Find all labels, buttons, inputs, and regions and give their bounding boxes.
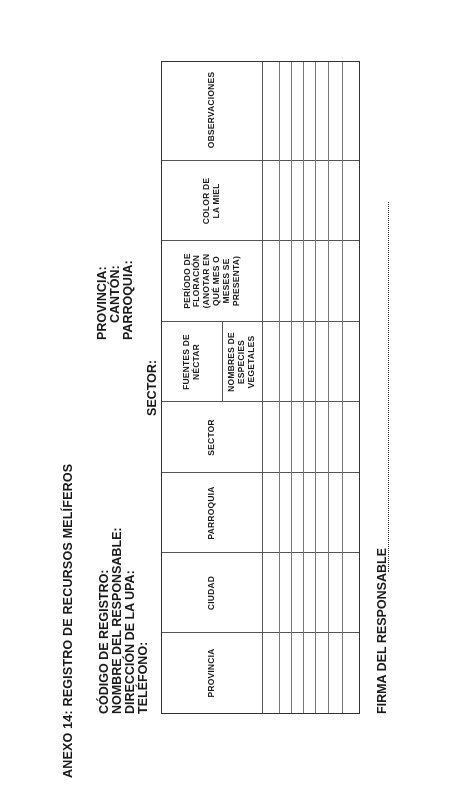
- col-header-fuentes-nectar: FUENTES DE NÉCTAR: [181, 334, 201, 390]
- field-canton: CANTÓN:: [108, 265, 122, 323]
- field-codigo-registro: CÓDIGO DE REGISTRO:: [97, 569, 111, 714]
- field-direccion-upa: DIRECCIÓN DE LA UPA:: [123, 570, 137, 714]
- signature-label: FIRMA DEL RESPONSABLE: [375, 548, 389, 714]
- table-row[interactable]: [263, 62, 279, 713]
- field-telefono: TELÉFONO:: [136, 641, 150, 714]
- table-row[interactable]: [280, 62, 291, 713]
- table-row[interactable]: [343, 62, 359, 713]
- table-row[interactable]: [304, 62, 315, 713]
- col-header-periodo-floracion: PERÍODO DE FLORACIÓN (ANOTAR EN QUÉ MES O MESES SE PRESENTA): [181, 253, 241, 309]
- col-header-parroquia: PARROQUIA: [206, 486, 217, 540]
- col-header-observaciones: OBSERVACIONES: [206, 71, 217, 149]
- col-header-ciudad: CIUDAD: [206, 575, 217, 611]
- col-header-sector: SECTOR: [206, 419, 217, 456]
- col-header-color-miel: COLOR DE LA MIEL: [201, 177, 221, 225]
- col-header-provincia: PROVINCIA: [206, 648, 217, 698]
- field-nombre-responsable: NOMBRE DEL RESPONSABLE:: [110, 527, 124, 714]
- col-header-nombres-especies: NOMBRES DE ESPECIES VEGETALES: [226, 332, 256, 392]
- table-row[interactable]: [329, 62, 342, 713]
- field-parroquia: PARROQUIA:: [121, 260, 135, 340]
- table-row[interactable]: [292, 62, 303, 713]
- field-sector: SECTOR:: [145, 359, 159, 416]
- field-provincia: PROVINCIA:: [95, 266, 109, 340]
- resources-table: [161, 61, 360, 714]
- signature-line[interactable]: [388, 202, 389, 572]
- document-title: ANEXO 14: REGISTRO DE RECURSOS MELÍFEROS: [61, 463, 75, 778]
- table-row[interactable]: [316, 62, 328, 713]
